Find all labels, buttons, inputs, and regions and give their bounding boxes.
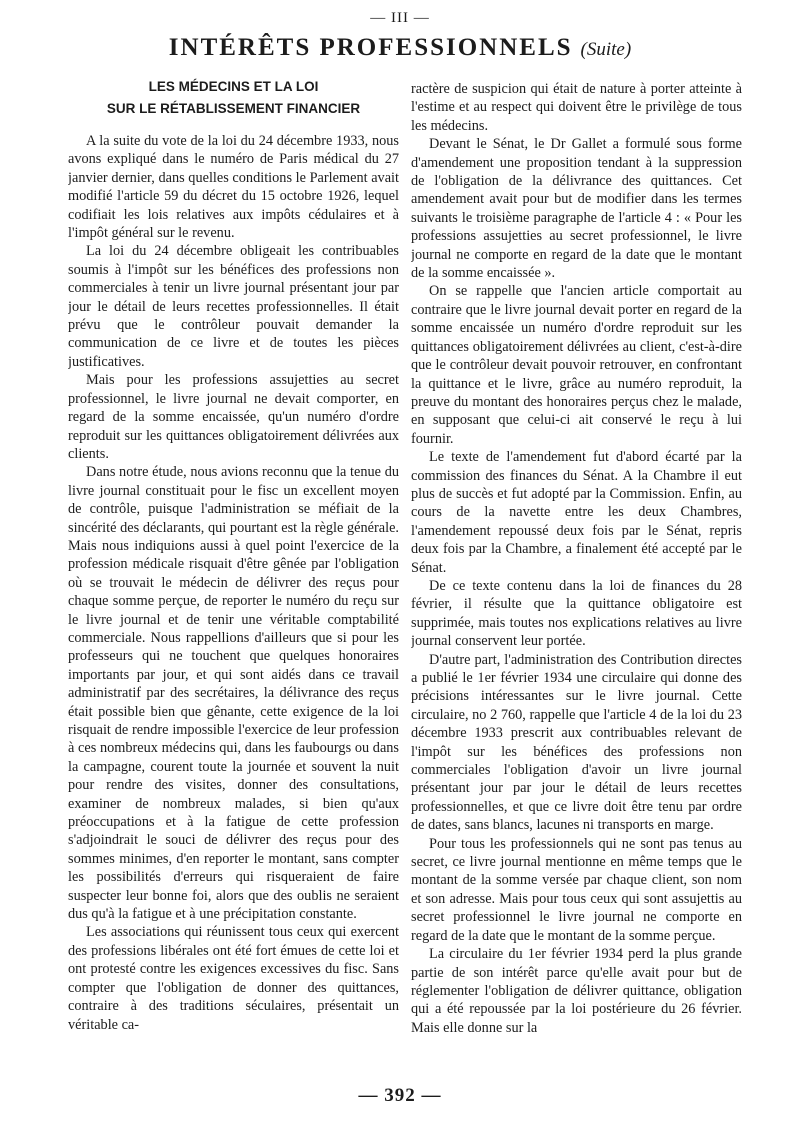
article-heading-line-1: LES MÉDECINS ET LA LOI (148, 79, 319, 94)
paragraph: De ce texte contenu dans la loi de finances du 28 février, il résulte que la quittance obligatoire est supprimée, mais toutes nos explications relatives au livre journal conservent leur portée. (411, 577, 742, 650)
title-suffix: (Suite) (580, 39, 632, 60)
paragraph: Dans notre étude, nous avions reconnu que la tenue du livre journal constituait pour le fisc un excellent moyen de contrôle, puisque l'administration se méfiait de la sincérité des déclarants, qui pourtant est la règle générale. Mais nous indiquions aussi à quel point l'exercice de la profession médicale risquait d'être gênée par l'obligation où se trouvait le médecin de délivrer des reçus pour chaque somme perçue, de reporter le numéro du reçu sur le livre journal et de tenir une véritable comptabilité commerciale. Nous rappellions d'ailleurs que si pour les professeurs qui ne touchent que quelques honoraires importants par jour, et qui sont aidés dans ce travail administratif par des secrétaires, la délivrance des reçus était possible bien que gênante, cette exigence de la loi risquait de rendre impossible l'exercice de leur profession à ces nombreux médecins qui, dans les faubourgs ou dans la campagne, courent toute la journée et souvent la nuit pour rendre des visites, donner des consultations, examiner de nombreux malades, si bien qu'aux préoccupations et à la fatigue de cette profession s'adjoindrait le souci de délivrer des reçus pour des sommes minimes, d'en reporter le montant, sans compter les possibilités d'erreurs qui risqueraient de faire suspecter leur bonne foi, alors que des oublis ne seraient dus qu'à la fatigue et à une précipitation constante. (68, 464, 399, 923)
roman-page-number: — III — (370, 10, 430, 26)
paragraph: On se rappelle que l'ancien article comportait au contraire que le livre journal devait porter en regard de la somme encaissée un numéro d'ordre reproduit sur les quittances obligatoirement délivrées au client, c'est-à-dire que le contrôleur devait pouvoir retrouver, en confrontant la quittance et le livre, grâce au numéro reproduit, la preuve du montant des honoraires perçus chez le malade, en supposant que celui-ci ait conservé le reçu à lui fournir. (411, 283, 742, 447)
paragraph: Les associations qui réunissent tous ceux qui exercent des professions libérales ont été fort émues de cette loi et ont protesté contre les exigences excessives du fisc. Sans compter que l'obligation de donner des quittances, contraire à des traditions séculaires, présentait un véritable ca- (68, 924, 399, 1033)
paragraph: Devant le Sénat, le Dr Gallet a formulé sous forme d'amendement une proposition tendant à la suppression de l'obligation de la délivrance des quittances. Cet amendement avait pour but de modifier dans les termes suivants le troisième paragraphe de l'article 4 : « Pour les professions assujetties au secret professionnel, le livre journal ne comporte en regard de la date que le montant de la somme encaissée ». (411, 136, 742, 282)
paragraph-continuation: ractère de suspicion qui était de nature à porter atteinte à l'estime et au respect qui doivent être le privilège de tous les médecins. (411, 81, 742, 134)
page-number: — 392 — (358, 1085, 442, 1106)
paragraph: Le texte de l'amendement fut d'abord écarté par la commission des finances du Sénat. A la Chambre il eut plus de succès et fut adopté par la Commission. Enfin, au cours de la navette entre les deux Chambres, l'amendement repoussé deux fois par le Sénat, repris deux fois par la Chambre, a finalement été accepté par le Sénat. (411, 449, 742, 576)
paragraph: D'autre part, l'administration des Contribution directes a publié le 1er février 1934 une circulaire qui donne des précisions intéressantes sur le livre journal. Cette circulaire, no 2 760, rappelle que l'article 4 de la loi du 23 décembre 1933 prescrit aux contribuables relevant de l'impôt sur les bénéfices des professions non commerciales l'obligation d'avoir un livre journal présentant jour par jour le détail de leurs recettes professionnelles, et que ce livre doit être tenu par ordre de dates, sans blancs, lacunes ni transports en marge. (411, 651, 742, 834)
right-column (411, 80, 742, 1100)
paragraph: La circulaire du 1er février 1934 perd la plus grande partie de son intérêt parce qu'elle avait pour but de réglementer l'obligation de délivrer quittance, obligation qui a été repoussée par la loi postérieure du 26 février. Mais elle donne sur la (411, 946, 742, 1036)
page-title (0, 34, 800, 62)
paragraph: A la suite du vote de la loi du 24 décembre 1933, nous avons expliqué dans le numéro de Paris médical du 27 janvier dernier, dans quelles conditions le Parlement avait modifié l'article 59 du décret du 15 octobre 1926, lequel codifiait les lois relatives aux impôts cédulaires et à l'impôt général sur le revenu. (68, 133, 399, 242)
paragraph: La loi du 24 décembre obligeait les contribuables soumis à l'impôt sur les bénéfices des professions non commerciales à tenir un livre journal présentant jour par jour le détail de leurs recettes professionnelles. Il était prévu que le contrôleur pouvait demander la communication de ce livre et de toutes les pièces justificatives. (68, 243, 399, 370)
left-column (68, 76, 399, 1096)
article-heading-line-2: SUR LE RÉTABLISSEMENT FINANCIER (106, 101, 361, 116)
paragraph: Mais pour les professions assujetties au secret professionnel, le livre journal ne devait comporter, en regard de la somme encaissée, qu'un numéro d'ordre reproduit sur les quittances obligatoirement délivrées aux clients. (68, 372, 399, 462)
paragraph: Pour tous les professionnels qui ne sont pas tenus au secret, ce livre journal mentionne en même temps que le montant de la somme versée par chaque client, son nom et son adresse. Mais pour tous ceux qui sont assujettis au secret professionnel le livre journal ne comporte en regard de la date que le montant de la somme perçue. (411, 835, 742, 944)
title-text: INTÉRÊTS PROFESSIONNELS (168, 34, 573, 61)
article-heading (68, 76, 399, 120)
